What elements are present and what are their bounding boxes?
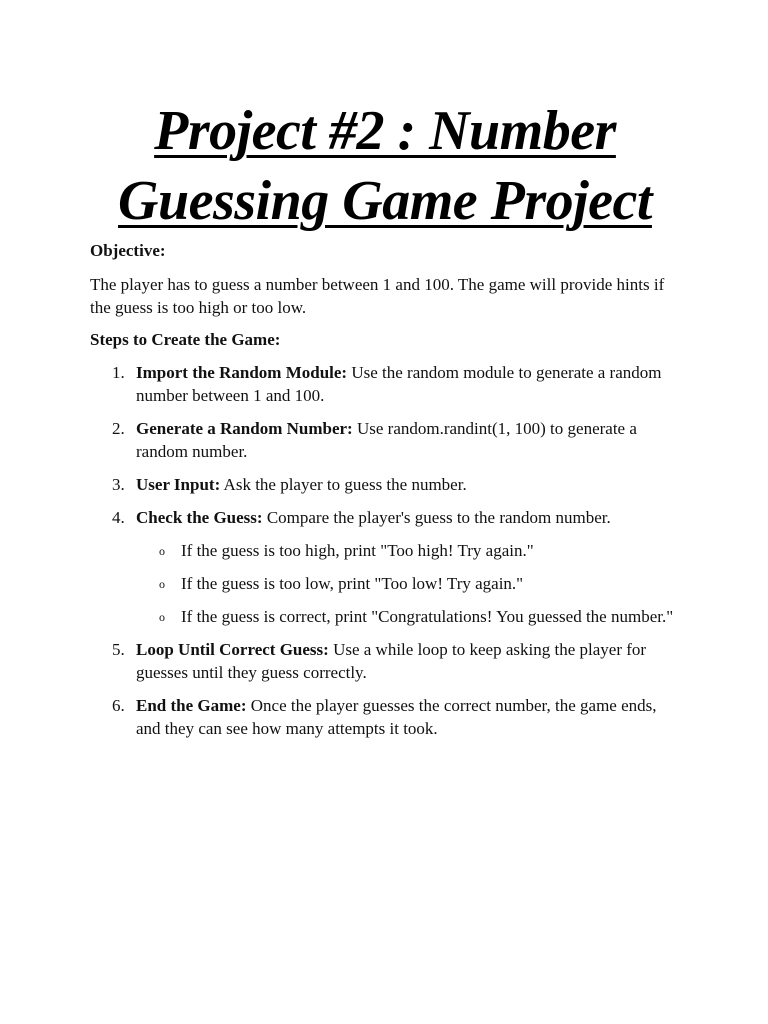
step-text: Use the random module to generate a random number between 1 and 100. bbox=[136, 363, 662, 405]
circle-bullet-icon: o bbox=[159, 544, 165, 558]
step-item bbox=[90, 506, 680, 628]
step-number: 6. bbox=[112, 696, 125, 715]
document-page bbox=[90, 96, 680, 750]
step-item bbox=[90, 361, 680, 407]
step-label: Loop Until Correct Guess: bbox=[136, 640, 329, 659]
title-line-1: Project #2 : Number bbox=[154, 100, 616, 162]
step-label: Import the Random Module: bbox=[136, 363, 348, 382]
step-number: 1. bbox=[112, 363, 125, 382]
steps-heading: Steps to Create the Game: bbox=[90, 330, 281, 349]
sub-list-item bbox=[136, 605, 680, 628]
objective-text: The player has to guess a number between 1 and 100. The game will provide hints if the guess is too high or too low. bbox=[90, 275, 665, 317]
step-number: 3. bbox=[112, 475, 125, 494]
step-label: Generate a Random Number: bbox=[136, 419, 353, 438]
sub-item-text: If the guess is too high, print "Too high! Try again." bbox=[181, 541, 534, 560]
circle-bullet-icon: o bbox=[159, 610, 165, 624]
step-item bbox=[90, 473, 680, 496]
title-line-2: Guessing Game Project bbox=[118, 170, 652, 232]
step-text: Compare the player's guess to the random number. bbox=[262, 508, 611, 527]
steps-list bbox=[90, 361, 680, 740]
step-label: User Input: bbox=[136, 475, 221, 494]
sub-list-item bbox=[136, 539, 680, 562]
step-label: Check the Guess: bbox=[136, 508, 263, 527]
page-title bbox=[90, 96, 680, 236]
step-label: End the Game: bbox=[136, 696, 247, 715]
step-number: 4. bbox=[112, 508, 125, 527]
sub-list-item bbox=[136, 572, 680, 595]
step-item bbox=[90, 417, 680, 463]
step-number: 5. bbox=[112, 640, 125, 659]
step-text: Once the player guesses the correct number, the game ends, and they can see how many attempts it took. bbox=[136, 696, 657, 738]
sub-item-text: If the guess is too low, print "Too low! Try again." bbox=[181, 574, 524, 593]
step-item bbox=[90, 694, 680, 740]
step-text: Ask the player to guess the number. bbox=[220, 475, 467, 494]
step-text: Use a while loop to keep asking the player for guesses until they guess correctly. bbox=[136, 640, 647, 682]
step-item bbox=[90, 638, 680, 684]
sub-item-text: If the guess is correct, print "Congratulations! You guessed the number." bbox=[181, 607, 674, 626]
circle-bullet-icon: o bbox=[159, 577, 165, 591]
sub-list bbox=[136, 539, 680, 628]
step-text: Use random.randint(1, 100) to generate a random number. bbox=[136, 419, 637, 461]
step-number: 2. bbox=[112, 419, 125, 438]
objective-heading: Objective: bbox=[90, 241, 166, 260]
